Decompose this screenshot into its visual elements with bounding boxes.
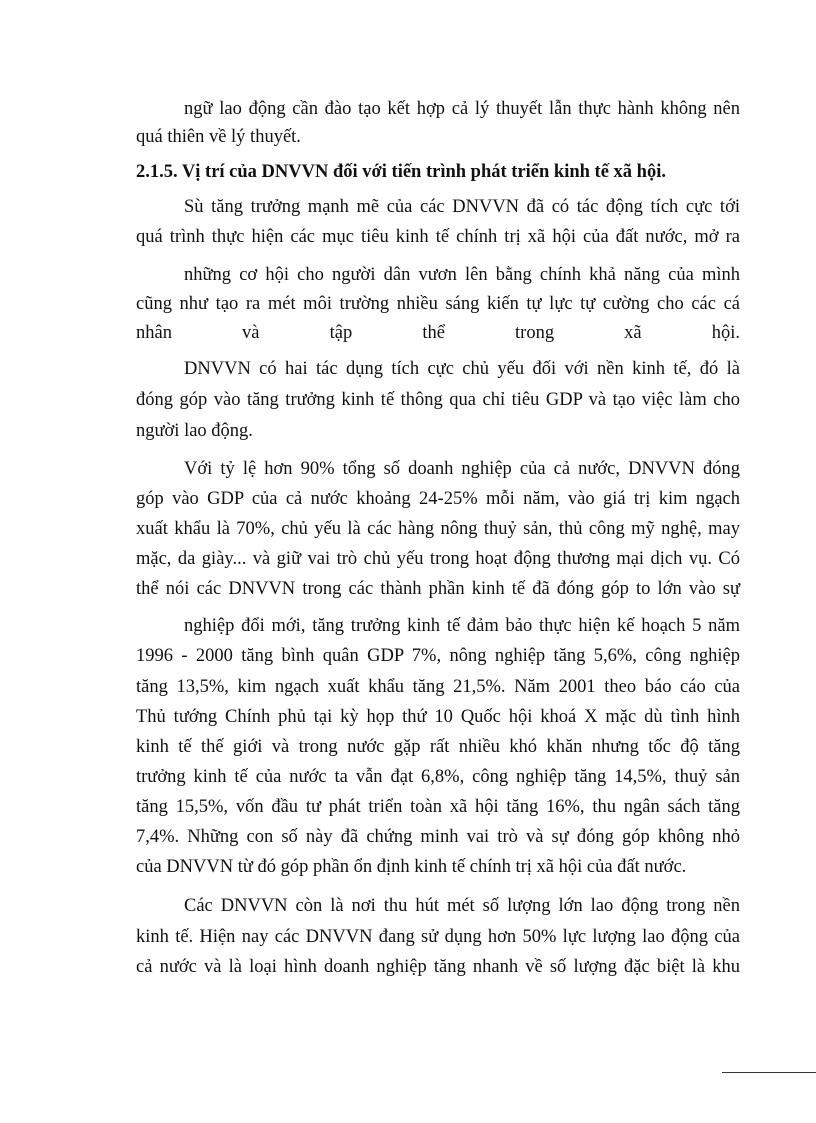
text-line: mặc, da giày... và giữ vai trò chủ yếu trong hoạt động thương mại dịch vụ. Có bbox=[136, 549, 740, 569]
text-line: quá trình thực hiện các mục tiêu kinh tế chính trị xã hội của đất nước, mở ra bbox=[136, 227, 740, 247]
text-line: cả nước và là loại hình doanh nghiệp tăng nhanh về số lượng đặc biệt là khu bbox=[136, 957, 740, 977]
text-line: Sù tăng trưởng mạnh mẽ của các DNVVN đã có tác động tích cực tới bbox=[184, 197, 740, 217]
text-line: 1996 - 2000 tăng bình quân GDP 7%, nông nghiệp tăng 5,6%, công nghiệp bbox=[136, 646, 740, 666]
text-line: cũng như tạo ra mét môi trường nhiều sáng kiến tự lực tự cường cho các cá bbox=[136, 294, 740, 314]
text-line: nhân và tập thể trong xã hội. bbox=[136, 323, 740, 343]
text-line: Với tỷ lệ hơn 90% tổng số doanh nghiệp của cả nước, DNVVN đóng bbox=[184, 459, 740, 479]
text-line: trưởng kinh tế của nước ta vẫn đạt 6,8%, công nghiệp tăng 14,5%, thuỷ sản bbox=[136, 767, 740, 787]
text-line: quá thiên về lý thuyết. bbox=[136, 127, 301, 147]
text-line: tăng 13,5%, kim ngạch xuất khẩu tăng 21,5%. Năm 2001 theo báo cáo của bbox=[136, 677, 740, 697]
text-line: của DNVVN từ đó góp phần ổn định kinh tế chính trị xã hội của đất nước. bbox=[136, 857, 687, 877]
text-line: người lao động. bbox=[136, 421, 253, 441]
text-line: kinh tế. Hiện nay các DNVVN đang sử dụng hơn 50% lực lượng lao động của bbox=[136, 927, 740, 947]
text-line: xuất khẩu là 70%, chủ yếu là các hàng nông thuỷ sản, thủ công mỹ nghệ, may bbox=[136, 519, 740, 539]
text-line: đóng góp vào tăng trưởng kinh tế thông qua chỉ tiêu GDP và tạo việc làm cho bbox=[136, 390, 740, 410]
footnote-rule bbox=[722, 1072, 816, 1073]
text-line: những cơ hội cho người dân vươn lên bằng chính khả năng của mình bbox=[184, 265, 740, 285]
text-line: DNVVN có hai tác dụng tích cực chủ yếu đối với nền kinh tế, đó là bbox=[184, 359, 740, 379]
text-line: nghiệp đổi mới, tăng trưởng kinh tế đảm bảo thực hiện kế hoạch 5 năm bbox=[184, 616, 740, 636]
text-line: 7,4%. Những con số này đã chứng minh vai trò và sự đóng góp không nhỏ bbox=[136, 827, 740, 847]
text-line: Thủ tướng Chính phủ tại kỳ họp thứ 10 Quốc hội khoá X mặc dù tình hình bbox=[136, 707, 740, 727]
text-line: thể nói các DNVVN trong các thành phần kinh tế đã đóng góp to lớn vào sự bbox=[136, 579, 740, 599]
text-line: kinh tế thế giới và trong nước gặp rất nhiều khó khăn nhưng tốc độ tăng bbox=[136, 737, 740, 757]
text-line: Các DNVVN còn là nơi thu hút mét số lượng lớn lao động trong nền bbox=[184, 896, 740, 916]
text-line: ngữ lao động cần đào tạo kết hợp cả lý thuyết lẫn thực hành không nên bbox=[184, 99, 740, 119]
text-line: góp vào GDP của cả nước khoảng 24-25% mỗi năm, vào giá trị kim ngạch bbox=[136, 489, 740, 509]
section-heading: 2.1.5. Vị trí của DNVVN đối với tiến trình phát triển kinh tế xã hội. bbox=[136, 162, 666, 182]
text-line: tăng 15,5%, vốn đầu tư phát triển toàn xã hội tăng 16%, thu ngân sách tăng bbox=[136, 797, 740, 817]
